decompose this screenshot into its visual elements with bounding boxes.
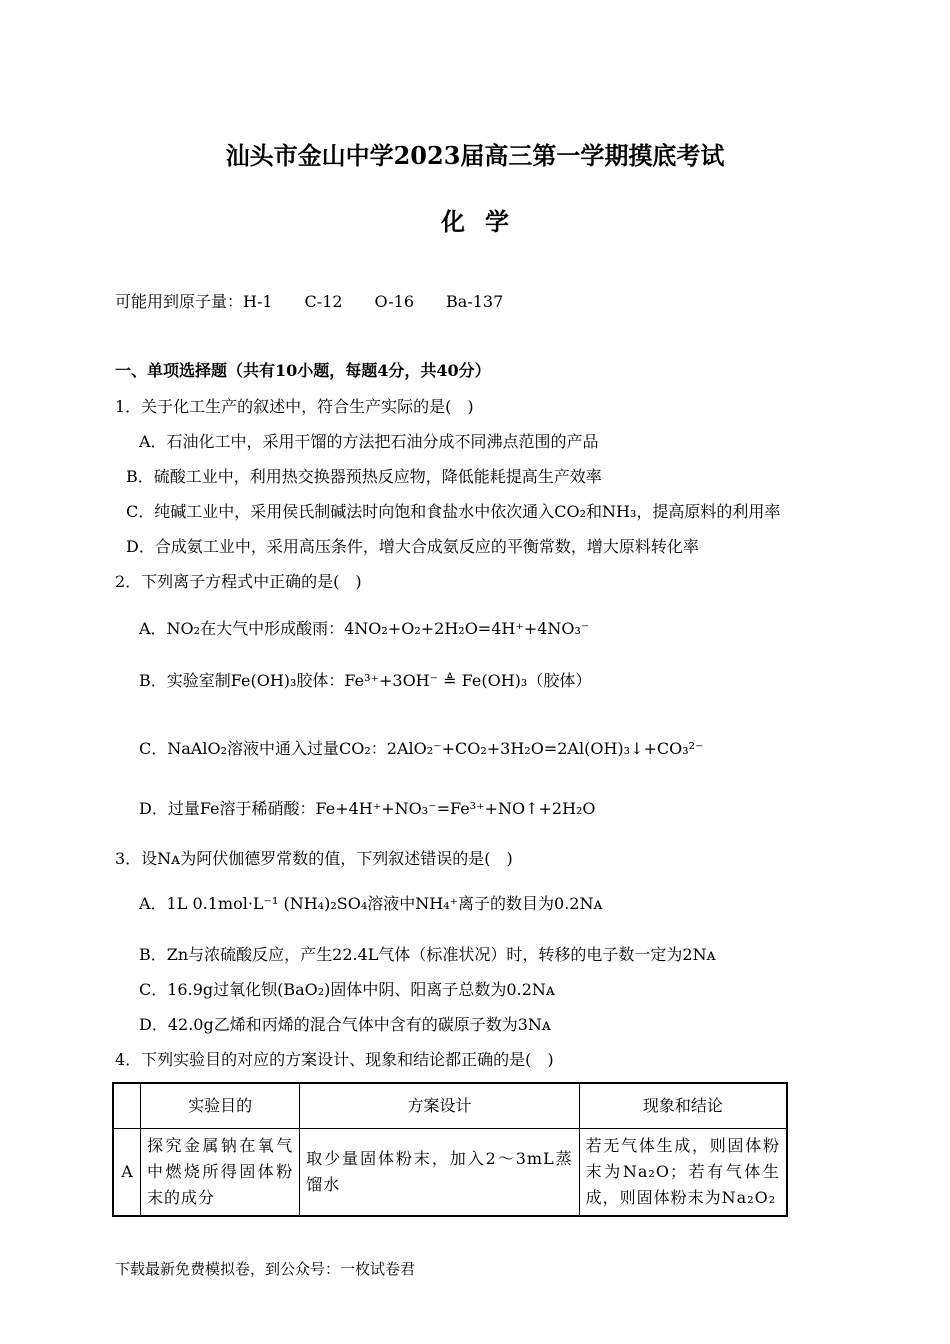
q3-option-d: D．42.0g乙烯和丙烯的混合气体中含有的碳原子数为3Nᴀ [139,1015,551,1034]
q4-stem: 4．下列实验目的对应的方案设计、现象和结论都正确的是( ) [115,1050,554,1069]
q2-stem: 2．下列离子方程式中正确的是( ) [115,572,362,591]
table-row [113,1129,787,1217]
exam-title: 汕头市金山中学2023届高三第一学期摸底考试 [225,141,725,170]
q1-stem: 1．关于化工生产的叙述中，符合生产实际的是( ) [115,397,474,416]
q3-option-c: C．16.9g过氧化钡(BaO₂)固体中阴、阳离子总数为0.2Nᴀ [139,980,555,999]
subject-title: 化学 [441,207,529,236]
q1-option-b: B．硫酸工业中，利用热交换器预热反应物，降低能耗提高生产效率 [126,467,602,486]
table-header-cell: 现象和结论 [579,1083,787,1129]
q1-option-a: A．石油化工中，采用干馏的方法把石油分成不同沸点范围的产品 [139,432,599,451]
table-header-row [113,1083,787,1129]
q3-option-b: B．Zn与浓硫酸反应，产生22.4L气体（标准状况）时，转移的电子数一定为2Nᴀ [139,945,716,964]
q2-option-a: A．NO₂在大气中形成酸雨：4NO₂+O₂+2H₂O=4H⁺+4NO₃⁻ [139,619,590,638]
table-header-cell: 实验目的 [141,1083,300,1129]
q2-option-c: C．NaAlO₂溶液中通入过量CO₂：2AlO₂⁻+CO₂+3H₂O=2Al(OH)₃↓+CO₃²⁻ [139,739,704,758]
table-header-cell [113,1083,141,1129]
q1-option-d: D．合成氨工业中，采用高压条件，增大合成氨反应的平衡常数，增大原料转化率 [126,537,699,556]
q1-option-c: C．纯碱工业中，采用侯氏制碱法时向饱和食盐水中依次通入CO₂和NH₃，提高原料的利用率 [126,502,781,521]
q3-option-a: A．1L 0.1mol·L⁻¹ (NH₄)₂SO₄溶液中NH₄⁺离子的数目为0.2Nᴀ [139,894,603,913]
table-cell: A [113,1129,141,1217]
footer-note: 下载最新免费模拟卷，到公众号：一枚试卷君 [115,1260,416,1278]
table-header-cell: 方案设计 [300,1083,579,1129]
atomic-masses: 可能用到原子量：H-1 C-12 O-16 Ba-137 [115,292,504,311]
q2-option-d: D．过量Fe溶于稀硝酸：Fe+4H⁺+NO₃⁻=Fe³⁺+NO↑+2H₂O [139,799,596,818]
table-cell: 若无气体生成，则固体粉末为Na₂O；若有气体生成，则固体粉末为Na₂O₂ [579,1129,787,1217]
q3-stem: 3．设Nᴀ为阿伏伽德罗常数的值，下列叙述错误的是( ) [115,849,513,868]
section-heading: 一、单项选择题（共有10小题，每题4分，共40分） [115,361,491,380]
table-cell: 探究金属钠在氧气中燃烧所得固体粉末的成分 [141,1129,300,1217]
q2-option-b: B．实验室制Fe(OH)₃胶体：Fe³⁺+3OH⁻ ≜ Fe(OH)₃（胶体） [139,671,592,690]
experiment-table [112,1082,788,1217]
table-cell: 取少量固体粉末，加入2～3mL蒸馏水 [300,1129,579,1217]
